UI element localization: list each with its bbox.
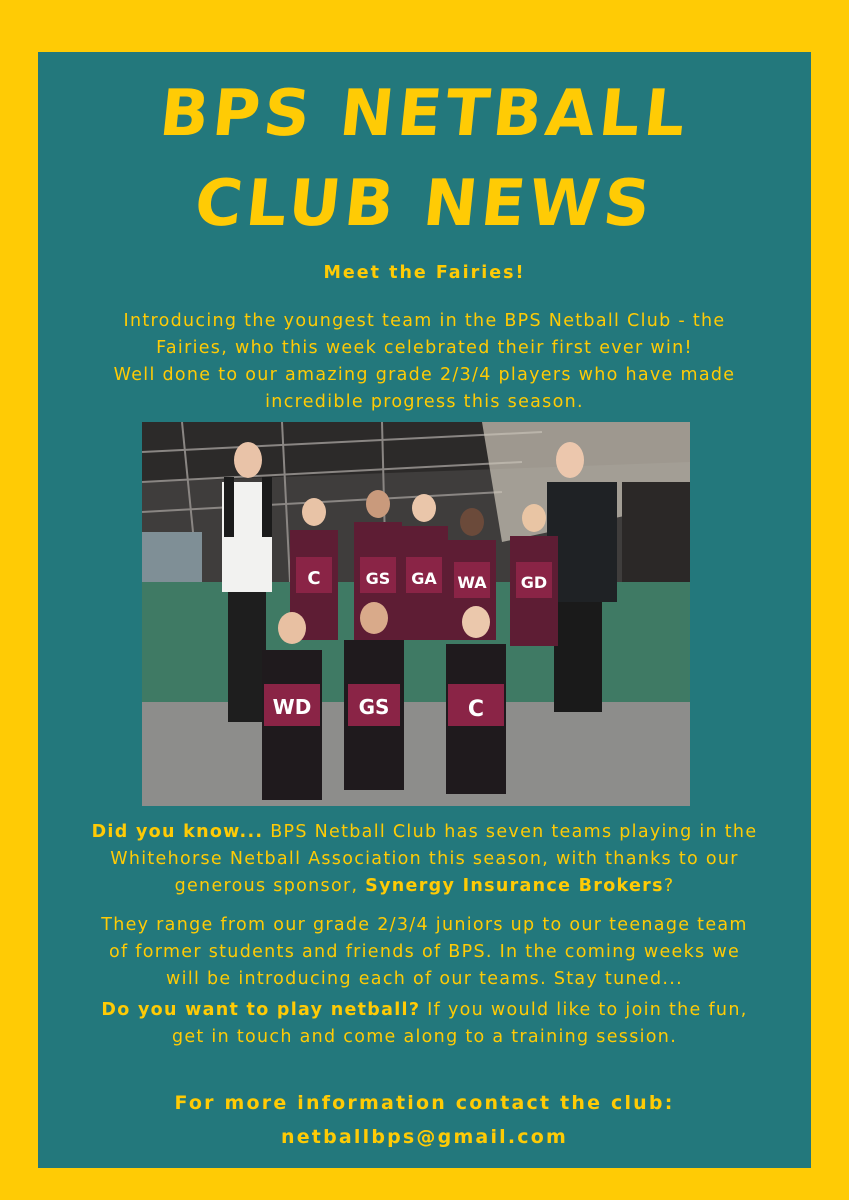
intro-paragraph	[38, 308, 811, 416]
sponsor-name: Synergy Insurance Brokers	[365, 876, 664, 896]
play-netball-line	[38, 997, 811, 1024]
intro-line: incredible progress this season.	[265, 392, 584, 412]
did-you-know-line	[38, 819, 811, 846]
bib-label: C	[307, 568, 321, 589]
did-you-know-line: Whitehorse Netball Association this season, with thanks to our	[110, 849, 739, 869]
did-you-know-line	[38, 873, 811, 900]
bib-label: GA	[411, 569, 437, 588]
bib-label: GS	[365, 569, 391, 588]
play-netball-text: If you would like to join the fun,	[420, 1000, 748, 1020]
play-netball-paragraph	[38, 997, 811, 1051]
did-you-know-text: ?	[663, 876, 675, 896]
bib-label: WD	[272, 695, 312, 719]
bib-label: GD	[520, 573, 548, 592]
contact-block	[38, 1086, 811, 1154]
did-you-know-lead: Did you know...	[91, 822, 264, 842]
bib-label: C	[467, 697, 485, 722]
teams-range-line: will be introducing each of our teams. Stay tuned...	[166, 969, 683, 989]
play-netball-line: get in touch and come along to a training session.	[171, 1027, 678, 1047]
play-netball-lead: Do you want to play netball?	[101, 1000, 421, 1020]
intro-line: Fairies, who this week celebrated their first ever win!	[156, 338, 693, 358]
section-subtitle: Meet the Fairies!	[323, 263, 526, 283]
contact-heading: For more information contact the club:	[174, 1092, 675, 1114]
teams-range-paragraph	[38, 912, 811, 993]
teams-range-line: They range from our grade 2/3/4 juniors up to our teenage team	[101, 915, 748, 935]
bib-label: GS	[358, 695, 390, 719]
did-you-know-text: BPS Netball Club has seven teams playing in the	[263, 822, 758, 842]
contact-email: netballbps@gmail.com	[280, 1126, 569, 1148]
did-you-know-paragraph	[38, 819, 811, 900]
did-you-know-text: generous sponsor,	[174, 876, 366, 896]
poster-panel	[38, 52, 811, 1168]
team-photo	[142, 422, 690, 806]
intro-line: Introducing the youngest team in the BPS Netball Club - the	[123, 311, 726, 331]
poster-title-line2: CLUB NEWS	[191, 167, 658, 241]
teams-range-line: of former students and friends of BPS. In the coming weeks we	[108, 942, 741, 962]
team-photo-illustration	[142, 422, 690, 806]
intro-line: Well done to our amazing grade 2/3/4 players who have made	[113, 365, 736, 385]
bib-label: WA	[457, 573, 487, 592]
poster-title-line1: BPS NETBALL	[156, 77, 693, 151]
